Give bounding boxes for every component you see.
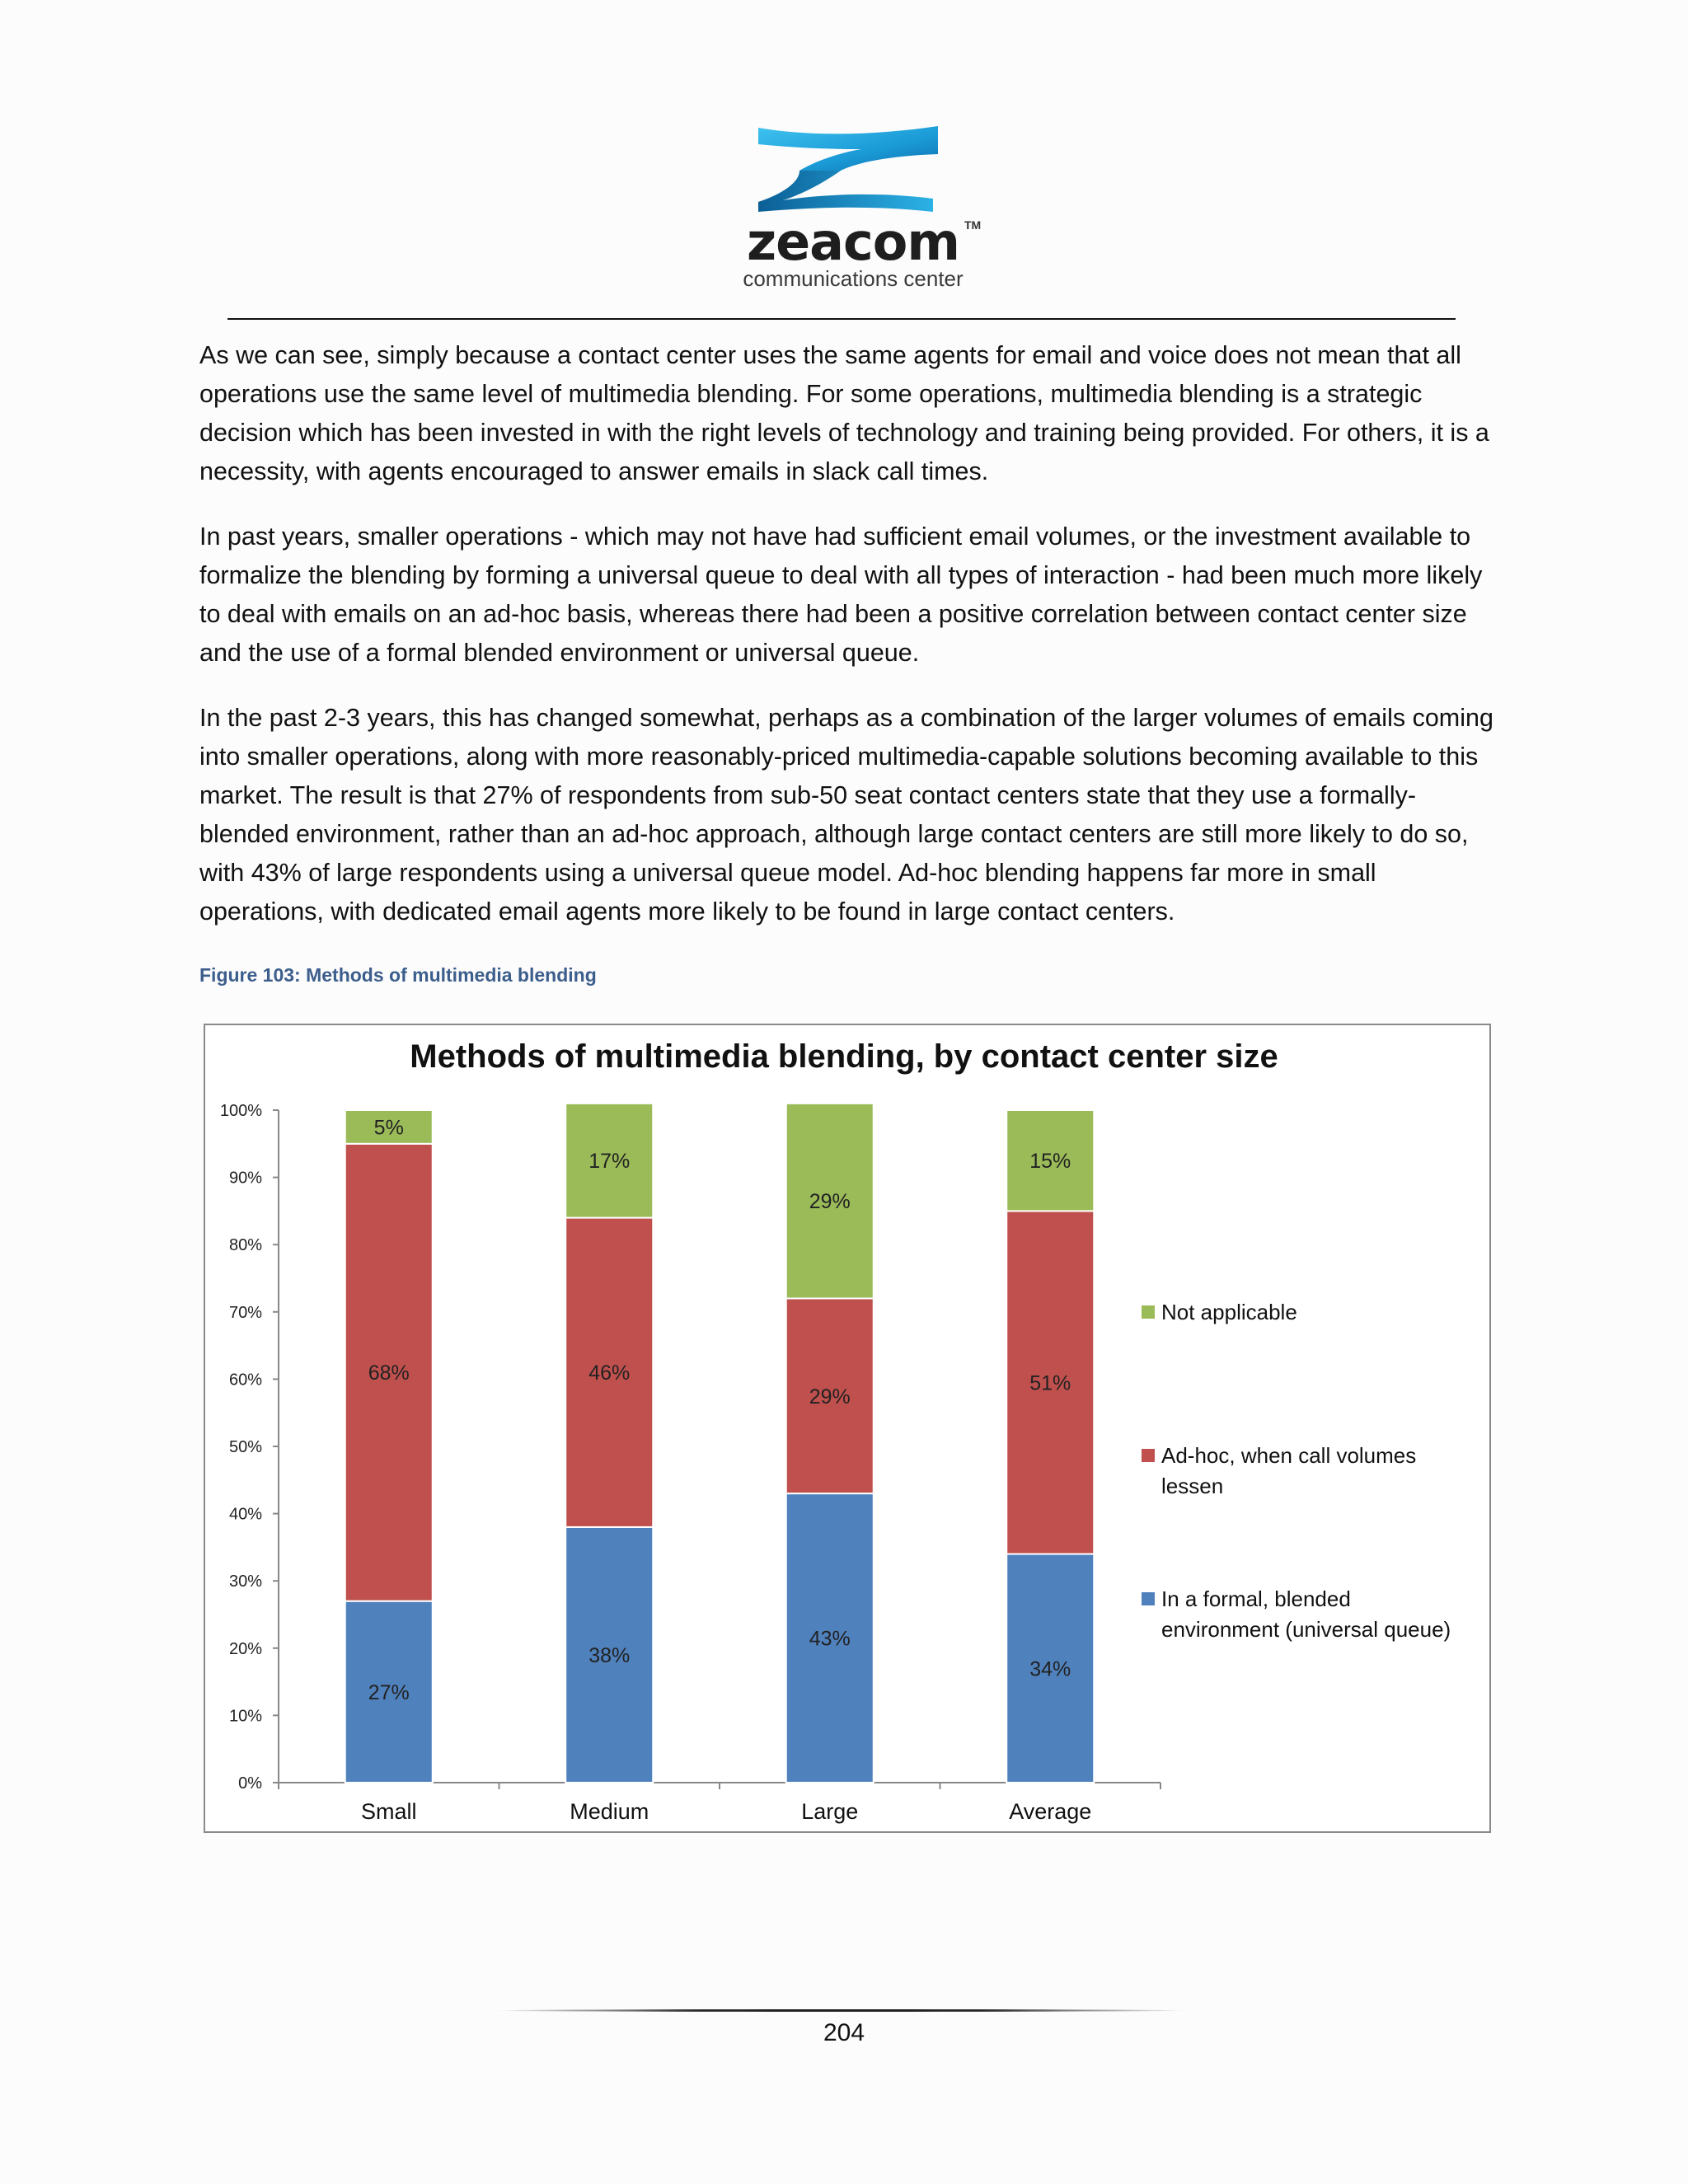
x-category-label: Medium [570,1799,649,1824]
legend-label: Ad-hoc, when call volumes [1161,1443,1417,1468]
footer-divider [495,2009,1187,2012]
legend-swatch [1142,1305,1155,1319]
data-label: 51% [1029,1371,1071,1395]
logo-trademark: TM [964,218,982,232]
logo-wordmark: zeacom [747,212,959,272]
y-tick-label: 60% [228,1371,262,1390]
y-tick-label: 10% [228,1707,262,1726]
data-label: 46% [588,1361,631,1385]
chart-title: Methods of multimedia blending, by contact center size [410,1038,1278,1075]
y-tick-label: 90% [228,1169,262,1188]
logo-tagline: communications center [743,266,964,291]
y-tick-label: 80% [228,1236,262,1255]
data-label: 68% [368,1361,410,1385]
data-label: 29% [809,1190,851,1214]
data-label: 34% [1029,1657,1071,1681]
x-category-label: Small [360,1799,417,1824]
x-category-label: Average [1009,1799,1092,1824]
page-number: 204 [823,2019,865,2046]
data-label: 27% [368,1680,410,1704]
data-label: 5% [373,1116,404,1140]
y-tick-label: 20% [228,1639,262,1658]
legend-label: environment (universal queue) [1161,1617,1451,1642]
paragraph: As we can see, simply because a contact center uses the same agents for email and voice does not mean that all operations use the same level of multimedia blending. For some operations, multimedia blending is a strategic decision which has been invested in with the right levels of technology and training being provided. For others, it is a necessity, with agents encouraged to answer emails in slack call times. [199,341,1489,485]
figure-caption: Figure 103: Methods of multimedia blending [199,964,597,986]
x-category-label: Large [801,1799,859,1824]
data-label: 43% [809,1627,851,1651]
data-label: 15% [1029,1150,1071,1174]
y-tick-label: 50% [228,1438,262,1456]
paragraph: In the past 2-3 years, this has changed somewhat, perhaps as a combination of the larger volumes of emails coming into smaller operations, along with more reasonably-priced multimedia-capable solutions becoming available to this market. The result is that 27% of respondents from sub-50 seat contact centers state that they use a formally-blended environment, rather than an ad-hoc approach, although large contact centers are still more likely to do so, with 43% of large respondents using a universal queue model. Ad-hoc blending happens far more in small operations, with dedicated email agents more likely to be found in large contact centers. [199,704,1493,926]
y-tick-label: 40% [228,1505,262,1524]
legend-label: In a formal, blended [1161,1586,1351,1611]
paragraph: In past years, smaller operations - which may not have had sufficient email volumes, or the investment available to formalize the blending by forming a universal queue to deal with all types of interaction - had been much more likely to deal with emails on an ad-hoc basis, whereas there had been a positive correlation between contact center size and the use of a formal blended environment or universal queue. [199,523,1483,667]
legend-swatch [1142,1592,1155,1605]
y-tick-label: 70% [228,1303,262,1322]
data-label: 17% [588,1150,631,1174]
y-tick-label: 100% [219,1102,262,1120]
y-tick-label: 0% [238,1774,262,1793]
y-tick-label: 30% [228,1572,262,1591]
legend-label: lessen [1161,1474,1224,1498]
data-label: 38% [588,1643,631,1667]
data-label: 29% [809,1385,851,1408]
legend-swatch [1142,1449,1155,1462]
legend-label: Not applicable [1161,1300,1297,1324]
